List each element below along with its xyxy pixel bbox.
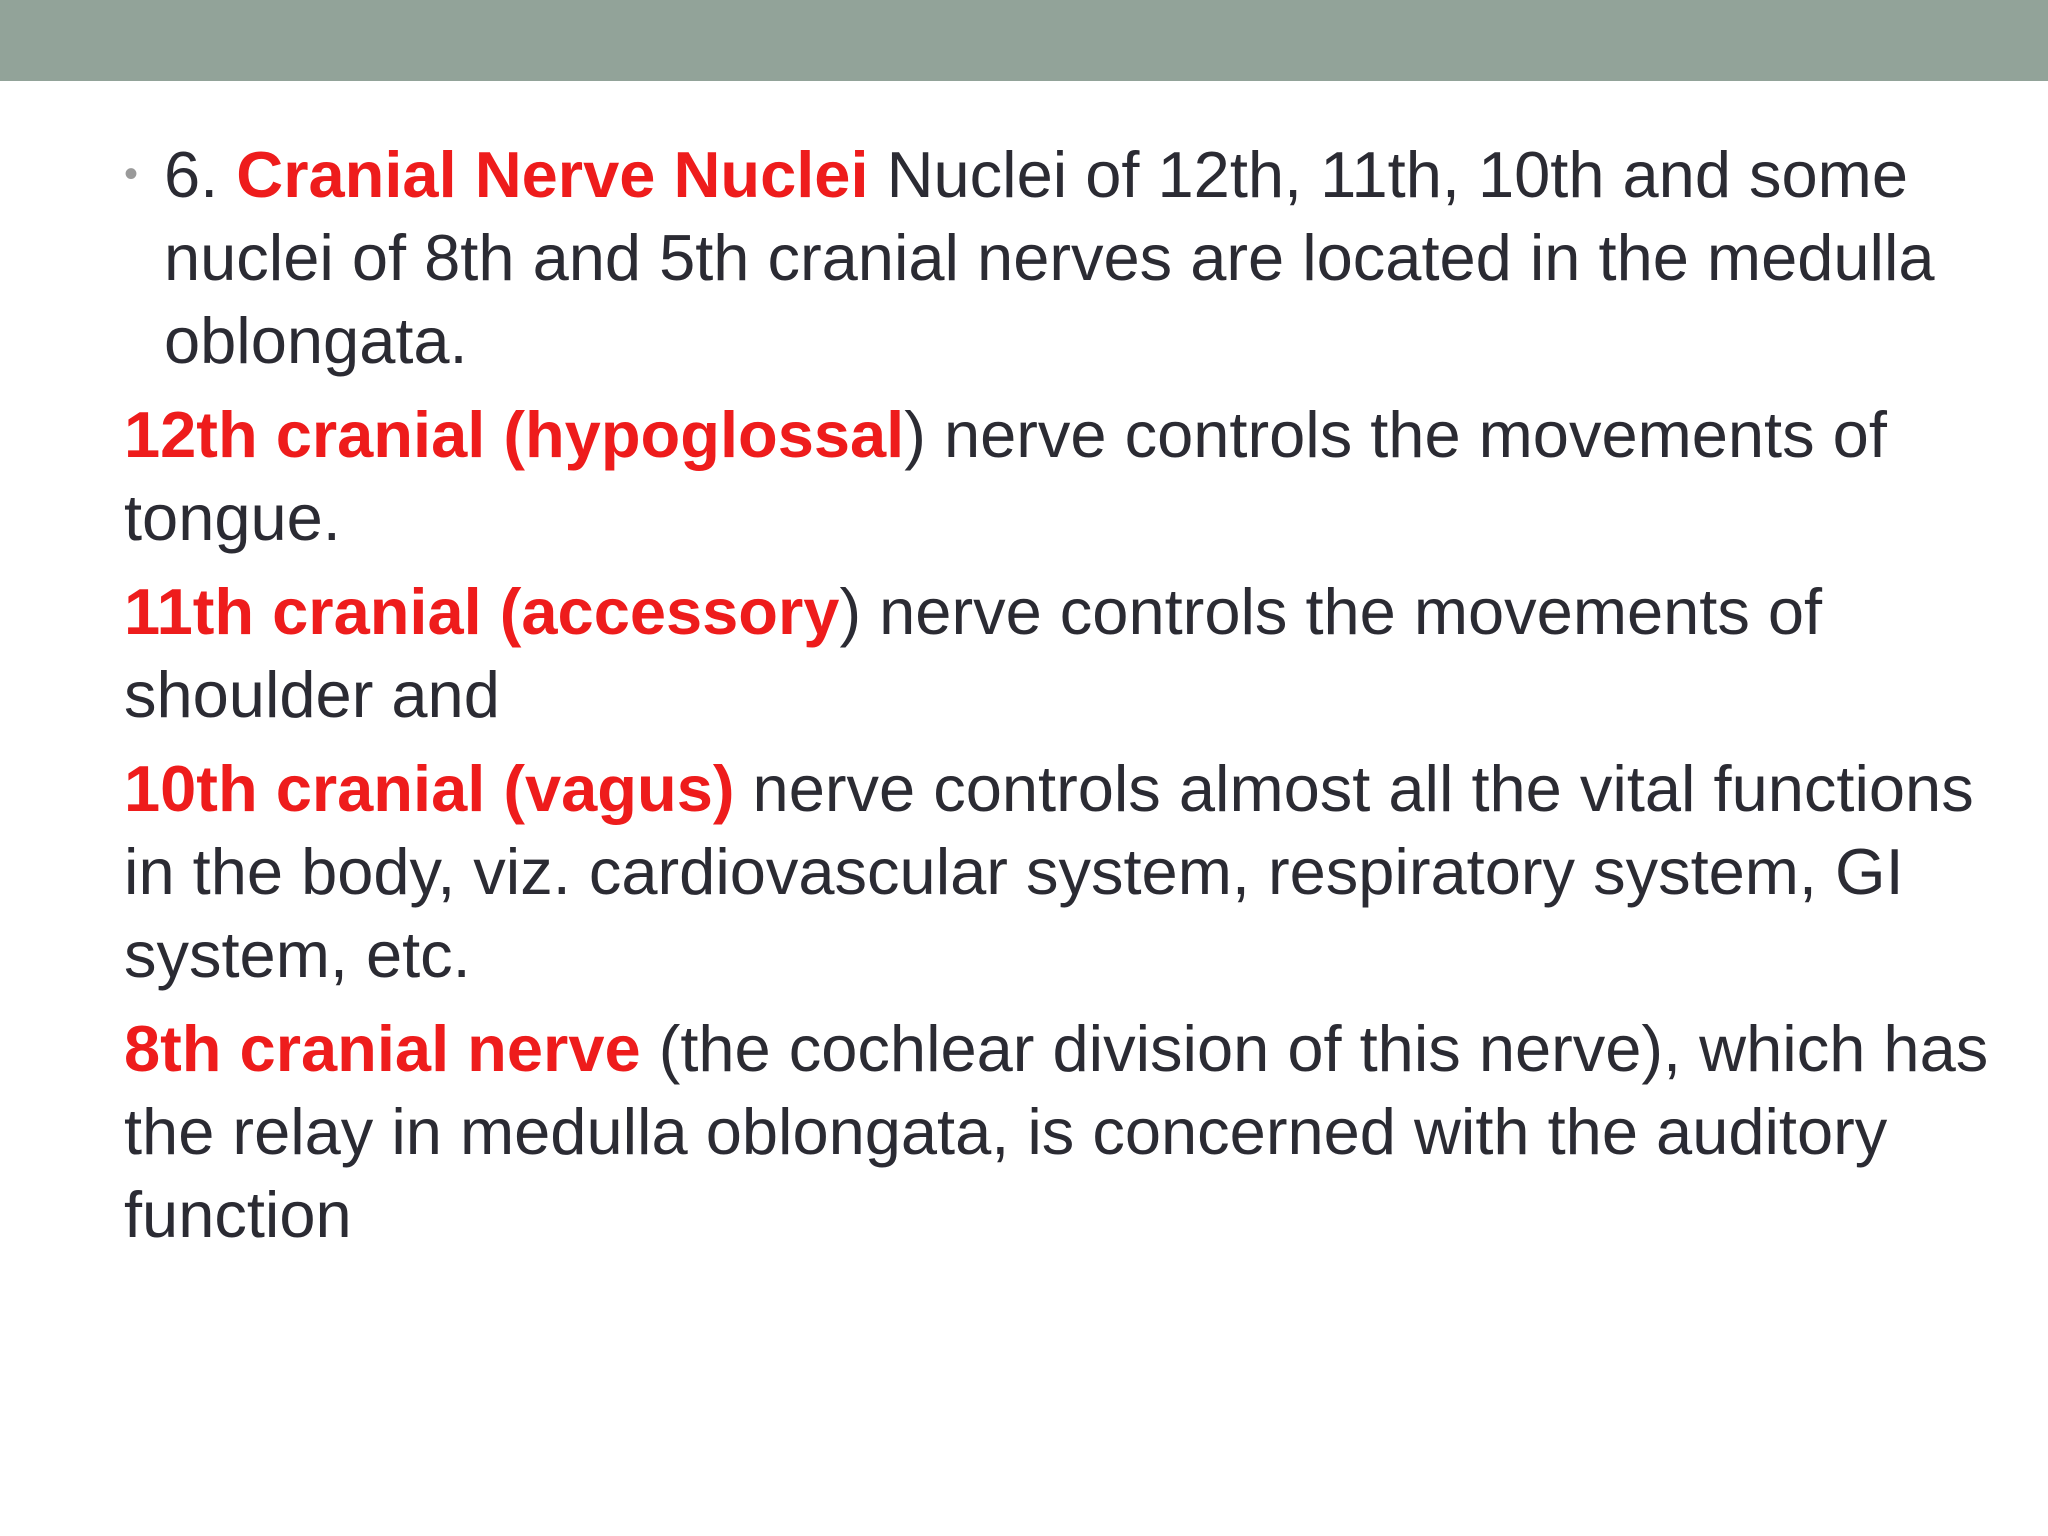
- slide-header-bar: [0, 0, 2048, 81]
- slide-content: [124, 133, 2024, 1267]
- bullet-item-cranial-nerve-nuclei: [124, 133, 2024, 382]
- paragraph-text: nerve controls almost all the vital functions in the body, viz. cardiovascular system, respiratory system, GI system, etc.: [124, 752, 1974, 991]
- bullet-text: Nuclei of 12th, 11th, 10th and some nuclei of 8th and 5th cranial nerves are located in the medulla oblongata.: [164, 138, 1935, 377]
- paragraph-highlight: 12th cranial (hypoglossal: [124, 398, 905, 471]
- paragraph-highlight: 10th cranial (vagus): [124, 752, 735, 825]
- paragraph-text: ) nerve controls the movements of tongue.: [124, 398, 1887, 554]
- paragraph-hypoglossal: [124, 393, 2024, 559]
- paragraph-text: ) nerve controls the movements of shoulder and: [124, 575, 1823, 731]
- bullet-number: 6.: [164, 138, 219, 211]
- paragraph-vagus: [124, 747, 2024, 996]
- bullet-heading: Cranial Nerve Nuclei: [236, 138, 869, 211]
- paragraph-highlight: 11th cranial (accessory: [124, 575, 840, 648]
- paragraph-text: (the cochlear division of this nerve), which has the relay in medulla oblongata, is concerned with the auditory function: [124, 1012, 1989, 1251]
- paragraph-highlight: 8th cranial nerve: [124, 1012, 641, 1085]
- bullet-dot-icon: •: [124, 152, 139, 196]
- paragraph-cochlear: [124, 1007, 2024, 1256]
- paragraph-accessory: [124, 570, 2024, 736]
